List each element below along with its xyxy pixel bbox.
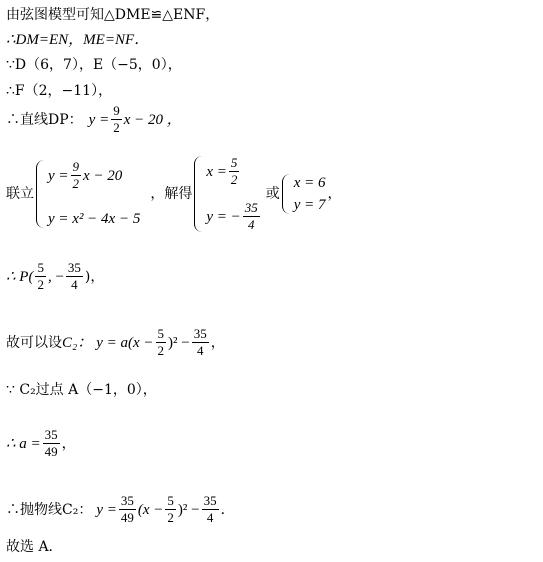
- denominator: 49: [44, 444, 58, 459]
- line-end: ，: [210, 334, 225, 351]
- numerator: 5: [167, 493, 174, 508]
- system-rows: [206, 156, 261, 232]
- solution-line-6: [6, 156, 342, 232]
- numerator: 35: [203, 493, 217, 508]
- system-row: x = 6: [293, 175, 326, 191]
- solution-line-1: [6, 6, 219, 24]
- row-lhs: y = −: [206, 208, 241, 225]
- solution-line-11: [6, 494, 235, 525]
- denominator: 4: [197, 343, 204, 358]
- fraction: [165, 494, 176, 525]
- denominator: 4: [71, 277, 78, 292]
- line-prefix: ∴直线DP：: [6, 111, 83, 128]
- point-label: ∴ P(: [6, 268, 34, 285]
- equation-system-3: [282, 174, 326, 214]
- denominator: 4: [248, 217, 255, 232]
- equation-system-1: [36, 160, 140, 228]
- equation-lhs: ∴ a =: [6, 435, 41, 452]
- line-text: ∵D（6，7），E（−5，0），: [6, 57, 182, 73]
- system-row: [206, 156, 261, 187]
- numerator: 5: [37, 260, 44, 275]
- left-brace: [282, 174, 291, 214]
- numerator: 35: [193, 326, 207, 341]
- line-prefix: 联立: [6, 186, 34, 202]
- line-end: ，: [327, 186, 342, 202]
- equation-tail: x − 20 ，: [123, 111, 182, 128]
- denominator: 2: [113, 120, 120, 135]
- solution-line-7: [6, 261, 104, 292]
- equation-system-2: [194, 156, 261, 232]
- numerator: 9: [113, 103, 120, 118]
- fraction: [119, 494, 136, 525]
- system-rows: [294, 174, 326, 214]
- line-prefix: 故可以设: [6, 334, 62, 351]
- row-tail: x − 20: [83, 167, 123, 184]
- solution-line-4: [6, 82, 112, 100]
- row-lhs: x =: [206, 163, 227, 180]
- fraction: [35, 261, 46, 292]
- solution-line-9: [6, 381, 157, 399]
- fraction: [202, 494, 219, 525]
- equation-lhs: y = a(x −: [96, 334, 154, 351]
- equation-lhs: y =: [88, 111, 110, 128]
- system-rows: [48, 160, 140, 228]
- numerator: 35: [244, 200, 258, 215]
- fraction: [156, 327, 167, 358]
- system-row: y = 7: [293, 197, 326, 213]
- fraction: [243, 201, 260, 232]
- line-end: ，: [61, 435, 76, 452]
- separator: , −: [47, 268, 64, 285]
- left-brace: [194, 156, 203, 232]
- fraction: [229, 156, 240, 187]
- solution-line-5: [6, 104, 182, 135]
- solution-line-3: [6, 56, 182, 74]
- line-prefix: ∴抛物线C₂：: [6, 501, 93, 518]
- solve-label: ，解得: [150, 186, 193, 202]
- fraction: [43, 428, 60, 459]
- numerator: 35: [67, 260, 81, 275]
- denominator: 4: [206, 510, 214, 525]
- denominator: 49: [120, 510, 134, 525]
- system-row: [48, 160, 140, 191]
- equation-mid: (x −: [137, 501, 164, 518]
- numerator: 35: [120, 493, 134, 508]
- fraction: [192, 327, 209, 358]
- denominator: 2: [72, 176, 80, 191]
- line-end: ．: [220, 501, 235, 518]
- solution-line-8: [6, 327, 225, 358]
- line-text: ∴DM=EN，ME=NF．: [6, 32, 150, 48]
- line-text: ∴F（2，−11），: [6, 83, 113, 99]
- left-brace: [36, 160, 45, 228]
- fraction: [71, 160, 82, 191]
- system-row: [206, 201, 261, 232]
- system-row: y = x² − 4x − 5: [48, 211, 141, 227]
- denominator: 2: [230, 172, 238, 187]
- denominator: 2: [37, 277, 44, 292]
- solution-line-12: [6, 538, 63, 556]
- line-text: ∵ C₂过点 A（−1，0），: [6, 382, 157, 398]
- solution-line-10: [6, 428, 76, 459]
- numerator: 9: [72, 159, 80, 174]
- line-end: )，: [84, 268, 105, 285]
- line-text: 由弦图模型可知△DME≌△ENF，: [6, 7, 220, 23]
- numerator: 35: [44, 427, 58, 442]
- numerator: 5: [157, 326, 165, 341]
- fraction: [66, 261, 83, 292]
- equation-mid: )² −: [168, 334, 190, 351]
- denominator: 2: [167, 510, 174, 525]
- line-text: 故选 A．: [6, 539, 63, 555]
- equation-lhs: y =: [96, 501, 117, 518]
- denominator: 2: [157, 343, 165, 358]
- equation-mid-2: )² −: [177, 501, 200, 518]
- fraction: [111, 104, 122, 135]
- row-lhs: y =: [48, 167, 69, 184]
- numerator: 5: [230, 155, 238, 170]
- or-label: 或: [265, 186, 280, 202]
- curve-label: C₂：: [62, 334, 93, 351]
- solution-line-2: [6, 31, 149, 49]
